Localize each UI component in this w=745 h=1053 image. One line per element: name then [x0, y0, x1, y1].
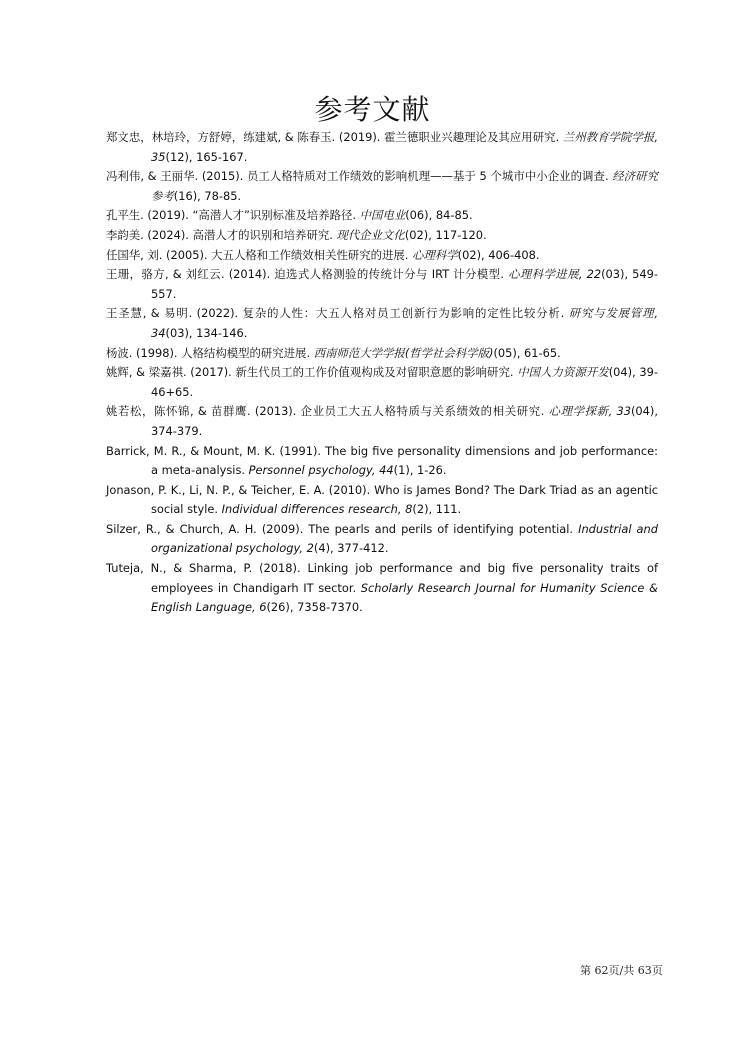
reference-source: 中国人力资源开发 [517, 365, 609, 380]
reference-source: Personnel psychology [248, 463, 372, 478]
reference-item [106, 481, 658, 520]
reference-item [106, 265, 658, 304]
reference-pages: (03), 134-146. [165, 325, 248, 340]
reference-text: Jonason, P. K., Li, N. P., & Teicher, E. A. (2010). Who is James Bond? The Dark Triad as an agentic social style. [106, 482, 658, 517]
reference-item [106, 344, 658, 364]
reference-source: 兰州教育学院学报 [562, 130, 655, 144]
reference-pages: (1), 1-26. [393, 463, 447, 478]
reference-volume: , 34 [151, 306, 658, 340]
reference-text: 姚若松，陈怀锦, & 苗群鹰. (2013). 企业员工大五人格特质与关系绩效的相关研究. [106, 404, 549, 419]
reference-text: 姚辉, & 梁嘉祺. (2017). 新生代员工的工作价值观构成及对留职意愿的影响研究. [106, 365, 518, 380]
reference-text: 孔平生. (2019). “高潜人才”识别标准及培养路径. [106, 208, 360, 223]
reference-item [106, 226, 658, 246]
reference-volume: , 2 [299, 541, 314, 556]
reference-pages: (12), 165-167. [165, 149, 248, 164]
reference-source: 心理科学进展 [508, 267, 579, 282]
reference-source: 研究与发展管理 [568, 306, 655, 321]
reference-pages: (02), 406-408. [457, 247, 540, 262]
reference-pages: (2), 111. [412, 502, 462, 517]
reference-volume: , 22 [578, 267, 602, 282]
page-title: 参考文献 [314, 93, 431, 126]
reference-source: 现代企业文化 [336, 227, 405, 242]
reference-pages: (16), 78-85. [173, 188, 242, 203]
page-number: 第 62页/共 63页 [580, 964, 663, 977]
reference-list [106, 128, 658, 618]
reference-item [106, 520, 658, 559]
reference-pages: (02), 117-120. [404, 227, 487, 242]
reference-item [106, 304, 658, 343]
reference-text: Silzer, R., & Church, A. H. (2009). The pearls and perils of identifying potential. [106, 521, 579, 536]
reference-source: Scholarly Research Journal for Humanity Science & English Language [151, 580, 658, 615]
reference-item [106, 442, 658, 481]
reference-pages: (26), 7358-7370. [266, 600, 363, 615]
reference-text: 李韵美. (2024). 高潜人才的识别和培养研究. [106, 227, 337, 242]
reference-source: 心理科学 [412, 247, 458, 262]
reference-item [106, 363, 658, 402]
reference-source: 中国电业 [359, 208, 406, 223]
reference-volume: , 6 [251, 600, 267, 615]
reference-source: Individual differences research [221, 502, 398, 517]
reference-volume: , 44 [371, 463, 394, 478]
reference-text: 任国华, 刘. (2005). 大五人格和工作绩效相关性研究的进展. [106, 247, 413, 262]
reference-text: Barrick, M. R., & Mount, M. K. (1991). The big five personality dimensions and job performance: a meta-analysis. [106, 443, 658, 478]
reference-pages: (4), 377-412. [313, 541, 389, 556]
reference-text: Tuteja, N., & Sharma, P. (2018). Linking job performance and big five personality traits of employees in Chandigarh IT sector. [106, 561, 658, 595]
reference-volume: , 33 [608, 404, 631, 419]
reference-item [106, 402, 658, 441]
reference-text: 冯利伟, & 王丽华. (2015). 员工人格特质对工作绩效的影响机理——基于 5 个城市中小企业的调查. [106, 169, 613, 184]
reference-pages: (04), 39-46+65. [151, 365, 658, 399]
reference-volume: , 8 [397, 502, 413, 517]
reference-pages: (04), 374-379. [151, 404, 658, 438]
reference-text: 杨波. (1998). 人格结构模型的研究进展. [106, 345, 314, 360]
reference-text: 王珊，骆方, & 刘红云. (2014). 迫选式人格测验的传统计分与 IRT 计分模型. [106, 267, 509, 282]
reference-item [106, 128, 658, 167]
reference-text: 郑文忠，林培玲，方舒婷，练建斌, & 陈春玉. (2019). 霍兰德职业兴趣理论及其应用研究. [106, 130, 563, 144]
reference-source: Industrial and organizational psychology [151, 521, 658, 556]
reference-pages: (03), 549-557. [151, 267, 658, 301]
reference-pages: (05), 61-65. [493, 345, 561, 360]
reference-source: 西南师范大学学报(哲学社会科学版) [313, 345, 494, 360]
reference-source: 心理学探新 [548, 404, 609, 419]
reference-item [106, 246, 658, 266]
reference-volume: , 35 [151, 130, 658, 164]
reference-text: 王圣慧, & 易明. (2022). 复杂的人性：大五人格对员工创新行为影响的定性比较分析. [106, 306, 569, 321]
reference-item [106, 167, 658, 206]
reference-source: 经济研究参考 [151, 169, 658, 203]
reference-item [106, 559, 658, 618]
reference-pages: (06), 84-85. [405, 208, 473, 223]
reference-item [106, 206, 658, 226]
